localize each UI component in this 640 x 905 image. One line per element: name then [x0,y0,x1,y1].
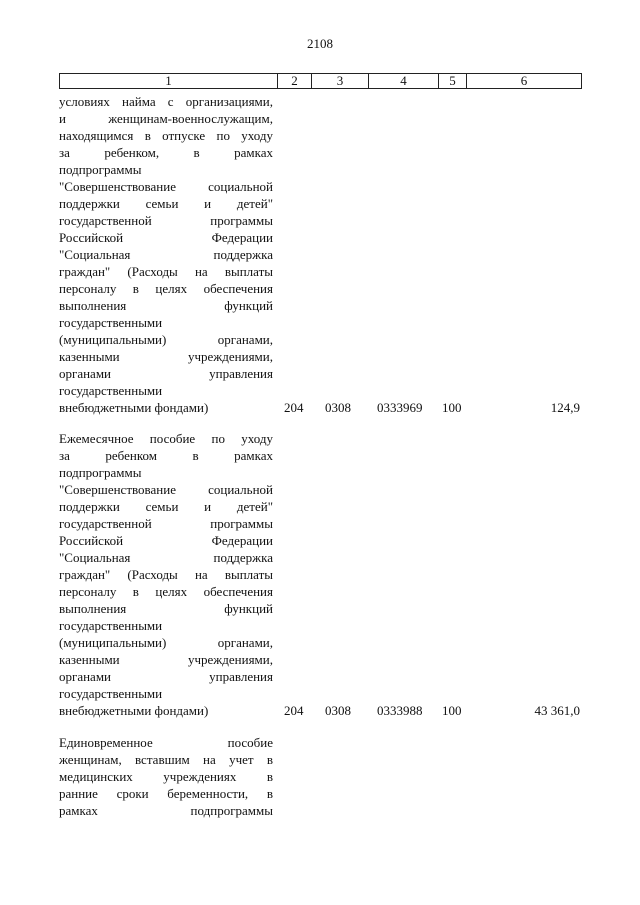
header-col-2: 2 [278,74,312,88]
desc-line: Российской Федерации [59,533,273,548]
desc-line: государственной программы [59,516,273,531]
desc-line: органами управления [59,669,273,684]
desc-line: медицинских учреждениях в [59,769,273,784]
desc-line: "Социальная поддержка [59,247,273,262]
table-header [59,73,582,89]
desc-line: ранние сроки беременности, в [59,786,273,801]
desc-line: поддержки семьи и детей" [59,499,273,514]
header-col-1: 1 [60,74,278,88]
desc-line: (муниципальными) органами, [59,635,273,650]
row-description [59,430,273,719]
desc-line: внебюджетными фондами) [59,400,209,415]
desc-line: персоналу в целях обеспечения [59,584,273,599]
desc-line: поддержки семьи и детей" [59,196,273,211]
section-code: 204 [284,400,304,415]
desc-line: казенными учреждениями, [59,349,273,364]
header-col-6: 6 [520,73,528,88]
amount: 124,9 [550,400,580,415]
desc-line: государственными [59,618,163,633]
desc-line: органами управления [59,366,273,381]
desc-line: Единовременное пособие [59,735,273,750]
desc-line: государственными [59,383,163,398]
desc-line: рамках подпрограммы [59,803,273,818]
desc-line: "Социальная поддержка [59,550,273,565]
desc-line: граждан" (Расходы на выплаты [59,264,273,279]
desc-line: граждан" (Расходы на выплаты [59,567,273,582]
desc-line: Ежемесячное пособие по уходу [59,431,273,446]
header-col-3: 3 [312,74,369,88]
desc-line: подпрограммы [59,465,142,480]
desc-line: находящимся в отпуске по уходу [59,128,273,143]
desc-line: выполнения функций [59,298,273,313]
desc-line: Российской Федерации [59,230,273,245]
desc-line: подпрограммы [59,162,142,177]
desc-line: выполнения функций [59,601,273,616]
header-col-4: 4 [369,74,439,88]
subsection-code: 0308 [325,703,351,718]
expense-type-code: 100 [442,400,462,415]
desc-line: казенными учреждениями, [59,652,273,667]
desc-line: (муниципальными) органами, [59,332,273,347]
desc-line: государственными [59,686,163,701]
subsection-code: 0308 [325,400,351,415]
desc-line: "Совершенствование социальной [59,179,273,194]
desc-line: женщинам, вставшим на учет в [59,752,273,767]
page-number: 2108 [307,36,333,51]
desc-line: "Совершенствование социальной [59,482,273,497]
desc-line: за ребенком в рамках [59,448,273,463]
amount: 43 361,0 [534,703,580,718]
desc-line: государственной программы [59,213,273,228]
expense-type-code: 100 [442,703,462,718]
row-description [59,734,273,819]
desc-line: государственными [59,315,163,330]
section-code: 204 [284,703,304,718]
desc-line: за ребенком, в рамках [59,145,273,160]
row-description [59,93,273,416]
desc-line: персоналу в целях обеспечения [59,281,273,296]
desc-line: внебюджетными фондами) [59,703,209,718]
header-col-5: 5 [439,74,467,88]
desc-line: и женщинам-военнослужащим, [59,111,273,126]
target-article-code: 0333988 [377,703,423,718]
target-article-code: 0333969 [377,400,423,415]
desc-line: условиях найма с организациями, [59,94,273,109]
